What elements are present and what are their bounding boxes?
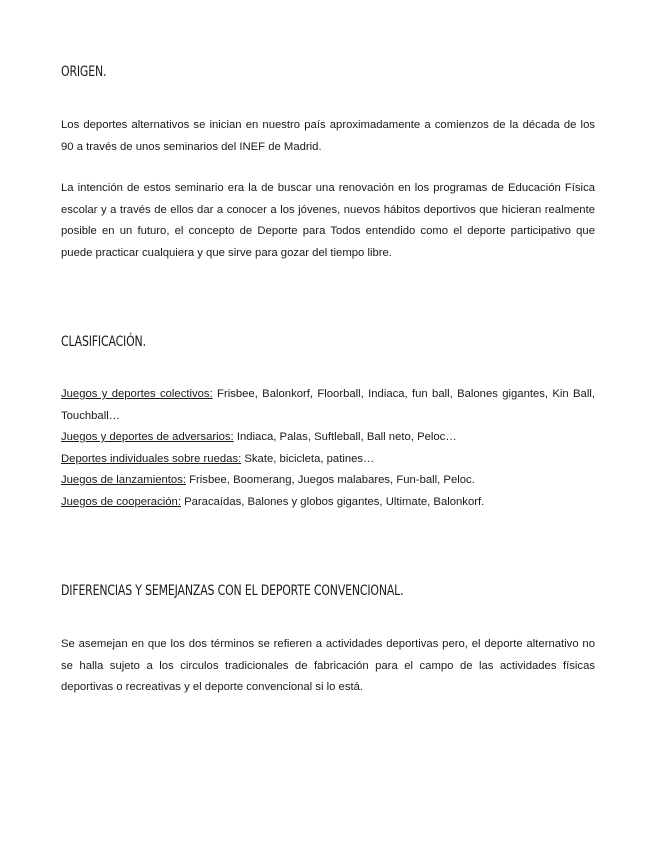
list-item-text: Frisbee, Balonkorf, Floorball, Indiaca, fun ball, Balones gigantes, Kin Ball, Touchball…: [61, 388, 595, 422]
list-item-text: Paracaídas, Balones y globos gigantes, Ultimate, Balonkorf.: [180, 495, 485, 508]
list-item-text: Indiaca, Palas, Suftleball, Ball neto, Peloc…: [233, 431, 457, 443]
list-item: [61, 427, 595, 449]
heading-diferencias: DIFERENCIAS Y SEMEJANZAS CON EL DEPORTE CONVENCIONAL.: [61, 583, 404, 599]
list-item-label: Juegos de lanzamientos:: [61, 474, 186, 486]
classification-list: [61, 384, 595, 513]
list-item-label: Juegos de cooperación:: [61, 495, 181, 508]
list-item: [61, 449, 595, 471]
list-item-label: Deportes individuales sobre ruedas:: [61, 452, 242, 465]
list-item-label: Juegos y deportes de adversarios:: [61, 431, 234, 443]
paragraph-origen-1: Los deportes alternativos se inician en nuestro país aproximadamente a comienzos de la década de los 90 a través de unos seminarios del INEF de Madrid.: [61, 119, 595, 153]
heading-origen: ORIGEN.: [61, 64, 107, 80]
paragraph-diferencias-1: Se asemejan en que los dos términos se refieren a actividades deportivas pero, el deporte alternativo no se halla sujeto a los circulos tradicionales de fabricación para el campo de las actividades físicas deportivas o recreativas y el deporte convencional si lo está.: [61, 638, 595, 693]
list-item: [61, 384, 595, 427]
list-item: [61, 492, 595, 514]
list-item-text: Frisbee, Boomerang, Juegos malabares, Fun-ball, Peloc.: [185, 474, 475, 486]
list-item: [61, 470, 595, 492]
list-item-text: Skate, bicicleta, patines…: [241, 452, 375, 465]
paragraph-origen-2: La intención de estos seminario era la de buscar una renovación en los programas de Educación Física escolar y a través de ellos dar a conocer a los jóvenes, nuevos hábitos deportivos que hicieran realmente posible en un futuro, el concepto de Deporte para Todos entendido como el deporte participativo que puede practicar cualquiera y que sirve para gozar del tiempo libre.: [61, 182, 595, 259]
heading-clasificacion: CLASIFICACIÓN.: [61, 334, 146, 350]
list-item-label: Juegos y deportes colectivos:: [61, 388, 213, 400]
